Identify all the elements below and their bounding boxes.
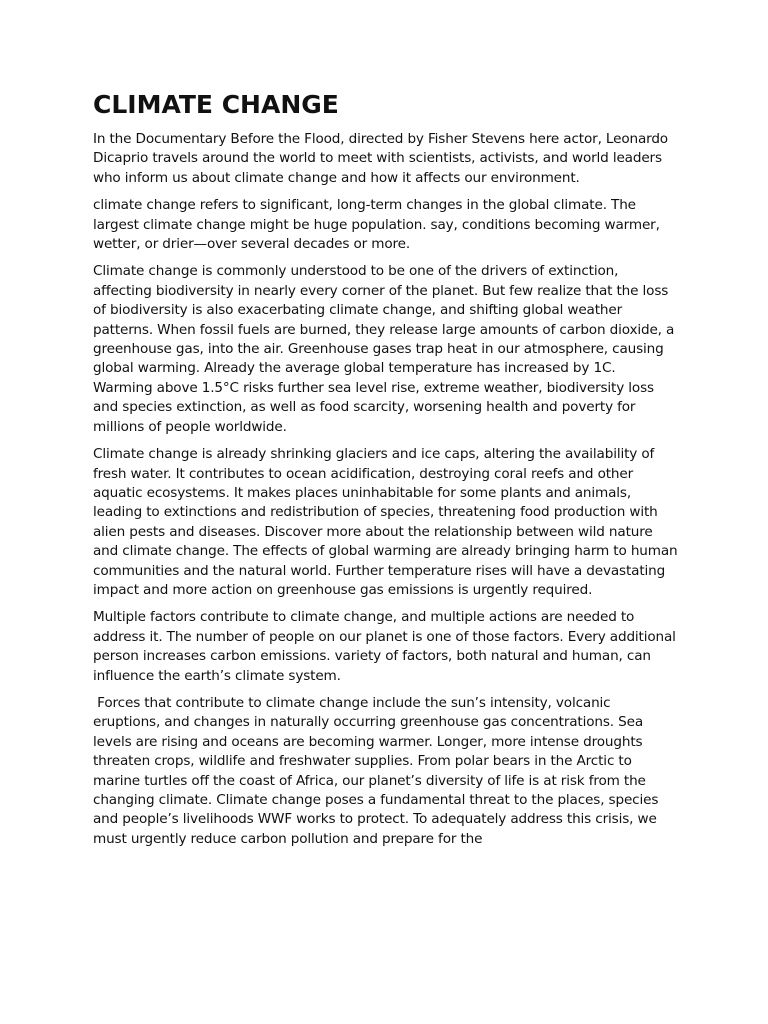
paragraph-forces: Forces that contribute to climate change include the sun’s intensity, volcanic eruptions, and changes in naturally occurring greenhouse gas concentrations. Sea levels are rising and oceans are becoming warmer. Longer, more intense droughts threaten crops, wildlife and freshwater supplies. From polar bears in the Arctic to marine turtles off the coast of Africa, our planet’s diversity of life is at risk from the changing climate. Climate change poses a fundamental threat to the places, species and people’s livelihoods WWF works to protect. To adequately address this crisis, we must urgently reduce carbon pollution and prepare for the (93, 694, 663, 847)
paragraph-effects: Climate change is already shrinking glaciers and ice caps, altering the availability of fresh water. It contributes to ocean acidification, destroying coral reefs and other aquatic ecosystems. It makes places uninhabitable for some plants and animals, leading to extinctions and redistribution of species, threatening food production with alien pests and diseases. Discover more about the relationship between wild nature and climate change. The effects of global warming are already bringing harm to human communities and the natural world. Further temperature rises will have a devastating impact and more action on greenhouse gas emissions is urgently required. (93, 446, 682, 598)
paragraph-definition: climate change refers to significant, long-term changes in the global climate. The largest climate change might be huge population. say, conditions becoming warmer, wetter, or drier—over several decades or more. (93, 197, 664, 253)
paragraph-biodiversity: Climate change is commonly understood to be one of the drivers of extinction, affecting biodiversity in nearly every corner of the planet. But few realize that the loss of biodiversity is also exacerbating climate change, and shifting global weather patterns. When fossil fuels are burned, they release large amounts of carbon dioxide, a greenhouse gas, into the air. Greenhouse gases trap heat in our atmosphere, causing global warming. Already the average global temperature has increased by 1C. Warming above 1.5°C risks further sea level rise, extreme weather, biodiversity loss and species extinction, as well as food scarcity, worsening health and poverty for millions of people worldwide. (93, 263, 679, 435)
document-page (93, 84, 682, 857)
paragraph-intro: In the Documentary Before the Flood, directed by Fisher Stevens here actor, Leonardo Dicaprio travels around the world to meet with scientists, activists, and world leaders who inform us about climate change and how it affects our environment. (93, 131, 673, 186)
document-title: CLIMATE CHANGE (93, 90, 339, 119)
paragraph-factors: Multiple factors contribute to climate change, and multiple actions are needed to address it. The number of people on our planet is one of those factors. Every additional person increases carbon emissions. variety of factors, both natural and human, can influence the earth’s climate system. (93, 609, 680, 684)
